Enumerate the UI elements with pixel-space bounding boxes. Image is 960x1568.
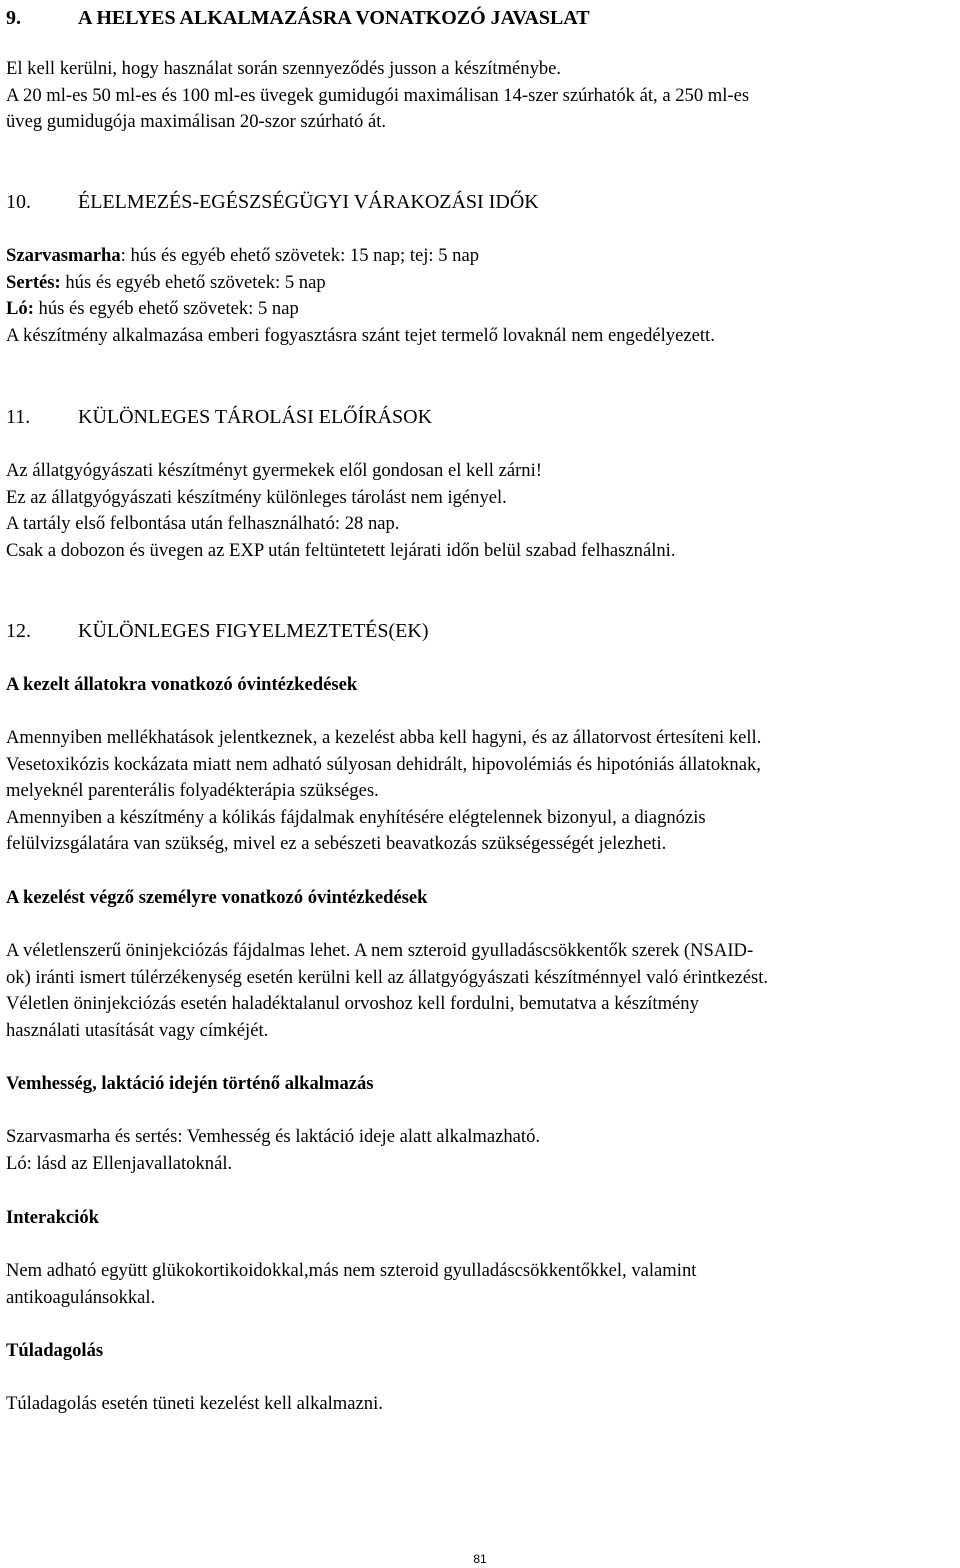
- pregnancy-line: Szarvasmarha és sertés: Vemhesség és laktáció ideje alatt alkalmazható.: [6, 1126, 541, 1147]
- overdose-body: [6, 1391, 383, 1418]
- person-body: [6, 938, 768, 1044]
- animals-line: Vesetoxikózis kockázata miatt nem adható súlyosan dehidrált, hipovolémiás és hipotóniás állatoknak,: [6, 753, 761, 775]
- withdrawal-horse: [6, 296, 715, 323]
- section-11-number: 11.: [6, 406, 31, 428]
- horse-label: Ló:: [6, 298, 34, 320]
- section-10-number: 10.: [6, 191, 31, 213]
- person-line: Véletlen öninjekciózás esetén haladéktalanul orvoshoz kell fordulni, bemutatva a készítmény: [6, 993, 699, 1015]
- storage-line: Ez az állatgyógyászati készítmény különleges tárolást nem igényel.: [6, 486, 507, 508]
- section-9-heading: [6, 4, 590, 32]
- pig-text: hús és egyéb ehető szövetek: 5 nap: [60, 271, 326, 293]
- section-9-line: El kell kerülni, hogy használat során szennyeződés jusson a készítménybe.: [6, 58, 562, 79]
- overdose-line: Túladagolás esetén tüneti kezelést kell alkalmazni.: [6, 1393, 383, 1414]
- storage-line: Az állatgyógyászati készítményt gyermekek elől gondosan el kell zárni!: [6, 460, 542, 481]
- section-9-line: üveg gumidugója maximálisan 20-szor szúrható át.: [6, 111, 387, 133]
- animals-line: Amennyiben mellékhatások jelentkeznek, a kezelést abba kell hagyni, és az állatorvost értesíteni kell.: [6, 727, 762, 748]
- section-9-line: A 20 ml-es 50 ml-es és 100 ml-es üvegek gumidugói maximálisan 14-szer szúrhatók át, a 250 ml-es: [6, 84, 750, 106]
- animals-line: melyeknél parenterális folyadékterápia szükséges.: [6, 780, 379, 802]
- withdrawal-note: A készítmény alkalmazása emberi fogyasztásra szánt tejet termelő lovaknál nem engedélyezett.: [6, 324, 715, 346]
- section-10-title: ÉLELMEZÉS-EGÉSZSÉGÜGYI VÁRAKOZÁSI IDŐK: [78, 191, 539, 213]
- pig-label: Sertés:: [6, 271, 61, 293]
- pregnancy-heading: Vemhesség, laktáció idején történő alkalmazás: [6, 1073, 374, 1094]
- animals-heading: A kezelt állatokra vonatkozó óvintézkedések: [6, 674, 358, 695]
- interactions-line: Nem adható együtt glükokortikoidokkal,más nem szteroid gyulladáscsökkentőkkel, valamint: [6, 1260, 697, 1281]
- section-10-heading: [6, 188, 539, 216]
- section-12-title: KÜLÖNLEGES FIGYELMEZTETÉS(EK): [78, 620, 429, 642]
- section-12-number: 12.: [6, 620, 31, 642]
- person-heading: A kezelést végző személyre vonatkozó óvintézkedések: [6, 887, 428, 908]
- pregnancy-line: Ló: lásd az Ellenjavallatoknál.: [6, 1152, 233, 1174]
- withdrawal-cattle: [6, 243, 715, 270]
- section-11-title: KÜLÖNLEGES TÁROLÁSI ELŐÍRÁSOK: [78, 406, 433, 428]
- cattle-label: Szarvasmarha: [6, 245, 121, 266]
- section-10-body: [6, 243, 715, 349]
- section-11-heading: [6, 403, 432, 431]
- overdose-heading: Túladagolás: [6, 1340, 104, 1361]
- withdrawal-pig: [6, 270, 715, 297]
- cattle-text: : hús és egyéb ehető szövetek: 15 nap; tej: 5 nap: [120, 245, 480, 266]
- section-9-title: A HELYES ALKALMAZÁSRA VONATKOZÓ JAVASLAT: [78, 7, 590, 29]
- person-line: ok) iránti ismert túlérzékenység esetén kerülni kell az állatgyógyászati készítménnyel való érintkezést.: [6, 966, 769, 988]
- animals-line: felülvizsgálatára van szükség, mivel ez a sebészeti beavatkozás szükségességét jelezheti.: [6, 833, 667, 855]
- horse-text: hús és egyéb ehető szövetek: 5 nap: [33, 298, 299, 320]
- animals-body: [6, 725, 761, 858]
- pregnancy-body: [6, 1124, 540, 1177]
- person-line: A véletlenszerű öninjekciózás fájdalmas lehet. A nem szteroid gyulladáscsökkentők szerek (NSAID-: [6, 940, 754, 961]
- section-9-body: [6, 56, 749, 136]
- page-number: 81: [473, 1552, 487, 1566]
- section-11-body: [6, 458, 676, 564]
- storage-line: Csak a dobozon és üvegen az EXP után feltüntetett lejárati időn belül szabad felhasználni.: [6, 539, 676, 561]
- section-9-number: 9.: [6, 7, 21, 29]
- interactions-line: antikoagulánsokkal.: [6, 1286, 156, 1308]
- person-line: használati utasítását vagy címkéjét.: [6, 1019, 269, 1041]
- storage-line: A tartály első felbontása után felhasználható: 28 nap.: [6, 513, 400, 535]
- section-12-heading: [6, 617, 429, 645]
- animals-line: Amennyiben a készítmény a kólikás fájdalmak enyhítésére elégtelennek bizonyul, a diagnózis: [6, 806, 706, 828]
- interactions-body: [6, 1258, 696, 1311]
- interactions-heading: Interakciók: [6, 1207, 99, 1228]
